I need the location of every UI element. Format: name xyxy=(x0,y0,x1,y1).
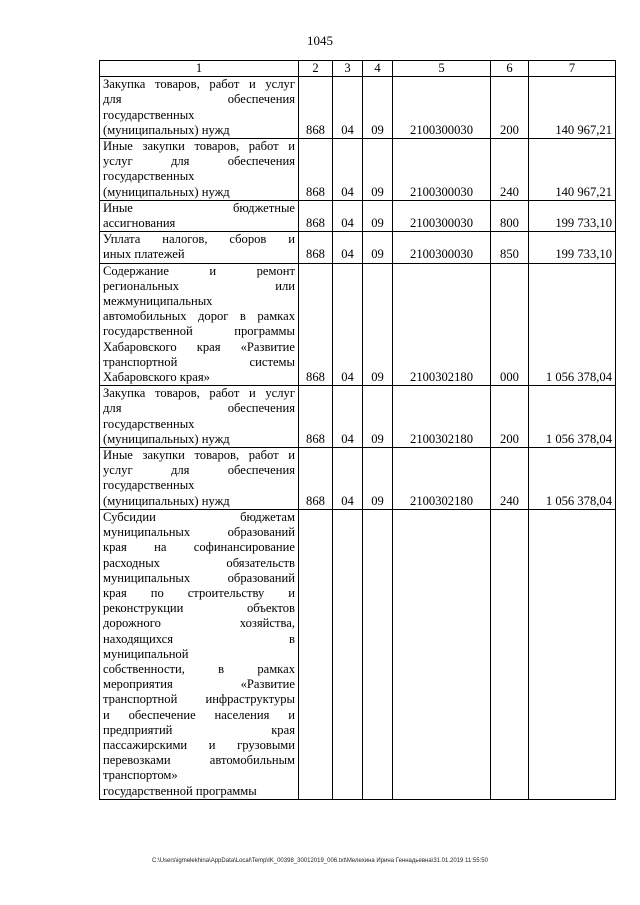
table-row xyxy=(100,263,616,386)
column-header: 7 xyxy=(529,61,616,77)
amount-cell xyxy=(529,509,616,799)
expense-name-line: государственной программы xyxy=(103,324,295,339)
ministry-code-cell: 868 xyxy=(299,232,333,263)
expense-name-cell xyxy=(100,263,299,386)
expense-name-line: государственных xyxy=(103,478,195,493)
expense-name-line: ассигнования xyxy=(103,216,176,231)
subsection-code-cell: 09 xyxy=(363,386,393,448)
subsection-code-cell: 09 xyxy=(363,263,393,386)
amount-cell: 199 733,10 xyxy=(529,232,616,263)
subsection-code-cell: 09 xyxy=(363,200,393,231)
expense-name-line: дорожного хозяйства, xyxy=(103,616,295,631)
table-row xyxy=(100,200,616,231)
amount-cell: 1 056 378,04 xyxy=(529,386,616,448)
expense-name-line: и обеспечение населения и xyxy=(103,707,295,722)
subsection-code-cell xyxy=(363,509,393,799)
expense-name-line: Хабаровского края «Развитие xyxy=(103,339,295,354)
expense-name-line: расходных обязательств xyxy=(103,555,295,570)
section-code-cell: 04 xyxy=(333,200,363,231)
ministry-code-cell: 868 xyxy=(299,200,333,231)
page-number: 1045 xyxy=(307,33,333,48)
expense-name-line: государственных xyxy=(103,107,195,122)
budget-table xyxy=(99,60,616,800)
expense-name-line: Хабаровского края» xyxy=(103,370,210,385)
amount-cell: 140 967,21 xyxy=(529,139,616,201)
expense-name-line: автомобильных дорог в рамках xyxy=(103,309,295,324)
expense-name-line: муниципальной xyxy=(103,646,189,661)
target-article-cell: 2100300030 xyxy=(393,139,491,201)
expense-type-cell: 200 xyxy=(491,77,529,139)
expense-name-line: муниципальных образований xyxy=(103,525,295,540)
expense-name-line: государственной программы xyxy=(103,783,257,798)
table-row xyxy=(100,448,616,510)
expense-name-cell xyxy=(100,139,299,201)
column-header: 6 xyxy=(491,61,529,77)
expense-name-line: для обеспечения xyxy=(103,92,295,107)
expense-name-line: муниципальных образований xyxy=(103,570,295,585)
ministry-code-cell: 868 xyxy=(299,448,333,510)
expense-name-cell xyxy=(100,232,299,263)
expense-name-line: находящихся в xyxy=(103,631,295,646)
subsection-code-cell: 09 xyxy=(363,232,393,263)
table-row xyxy=(100,386,616,448)
target-article-cell xyxy=(393,509,491,799)
expense-name-cell xyxy=(100,448,299,510)
expense-name-line: (муниципальных) нужд xyxy=(103,122,230,137)
column-header: 4 xyxy=(363,61,393,77)
target-article-cell: 2100302180 xyxy=(393,263,491,386)
expense-type-cell: 850 xyxy=(491,232,529,263)
ministry-code-cell: 868 xyxy=(299,139,333,201)
table-row xyxy=(100,77,616,139)
expense-name-line: региональных или xyxy=(103,278,295,293)
target-article-cell: 2100302180 xyxy=(393,386,491,448)
section-code-cell: 04 xyxy=(333,386,363,448)
expense-name-line: транспортной инфраструктуры xyxy=(103,692,295,707)
amount-cell: 1 056 378,04 xyxy=(529,263,616,386)
amount-cell: 199 733,10 xyxy=(529,200,616,231)
expense-name-line: Иные закупки товаров, работ и xyxy=(103,139,295,154)
column-number-row xyxy=(100,61,616,77)
expense-type-cell: 200 xyxy=(491,386,529,448)
expense-name-line: (муниципальных) нужд xyxy=(103,493,230,508)
expense-name-cell xyxy=(100,77,299,139)
expense-name-line: межмуниципальных xyxy=(103,294,213,309)
expense-name-line: края на софинансирование xyxy=(103,540,295,555)
column-header: 1 xyxy=(100,61,299,77)
expense-name-line: Уплата налогов, сборов и xyxy=(103,232,295,247)
expense-name-line: Закупка товаров, работ и услуг xyxy=(103,386,295,401)
section-code-cell: 04 xyxy=(333,448,363,510)
expense-name-line: для обеспечения xyxy=(103,401,295,416)
target-article-cell: 2100302180 xyxy=(393,448,491,510)
subsection-code-cell: 09 xyxy=(363,77,393,139)
expense-name-line: (муниципальных) нужд xyxy=(103,431,230,446)
ministry-code-cell: 868 xyxy=(299,77,333,139)
expense-name-cell xyxy=(100,509,299,799)
expense-name-line: Субсидии бюджетам xyxy=(103,509,295,524)
section-code-cell: 04 xyxy=(333,232,363,263)
expense-name-line: края по строительству и xyxy=(103,585,295,600)
expense-name-line: (муниципальных) нужд xyxy=(103,184,230,199)
amount-cell: 1 056 378,04 xyxy=(529,448,616,510)
expense-name-line: услуг для обеспечения xyxy=(103,463,295,478)
file-path-footer: C:\Users\igmelekhina\AppData\Local\Temp\IK_00398_30012019_006.txt\Мелехина Ирина Геннадьевна\31.01.2019 11:55:50 xyxy=(152,858,488,864)
expense-type-cell: 240 xyxy=(491,139,529,201)
expense-name-line: услуг для обеспечения xyxy=(103,154,295,169)
expense-name-cell xyxy=(100,386,299,448)
ministry-code-cell xyxy=(299,509,333,799)
table-row xyxy=(100,139,616,201)
section-code-cell xyxy=(333,509,363,799)
expense-type-cell xyxy=(491,509,529,799)
column-header: 2 xyxy=(299,61,333,77)
subsection-code-cell: 09 xyxy=(363,139,393,201)
expense-name-cell xyxy=(100,200,299,231)
expense-name-line: мероприятия «Развитие xyxy=(103,677,295,692)
expense-name-line: иных платежей xyxy=(103,247,185,262)
table-row xyxy=(100,509,616,799)
expense-type-cell: 800 xyxy=(491,200,529,231)
expense-name-line: государственных xyxy=(103,416,195,431)
subsection-code-cell: 09 xyxy=(363,448,393,510)
expense-name-line: предприятий края xyxy=(103,722,295,737)
expense-name-line: государственных xyxy=(103,169,195,184)
expense-type-cell: 000 xyxy=(491,263,529,386)
section-code-cell: 04 xyxy=(333,263,363,386)
expense-name-line: собственности, в рамках xyxy=(103,661,295,676)
target-article-cell: 2100300030 xyxy=(393,232,491,263)
expense-name-line: Содержание и ремонт xyxy=(103,263,295,278)
section-code-cell: 04 xyxy=(333,77,363,139)
target-article-cell: 2100300030 xyxy=(393,77,491,139)
expense-name-line: Закупка товаров, работ и услуг xyxy=(103,77,295,92)
amount-cell: 140 967,21 xyxy=(529,77,616,139)
expense-type-cell: 240 xyxy=(491,448,529,510)
expense-name-line: пассажирскими и грузовыми xyxy=(103,737,295,752)
column-header: 3 xyxy=(333,61,363,77)
expense-name-line: Иные бюджетные xyxy=(103,200,295,215)
section-code-cell: 04 xyxy=(333,139,363,201)
expense-name-line: реконструкции объектов xyxy=(103,601,295,616)
target-article-cell: 2100300030 xyxy=(393,200,491,231)
ministry-code-cell: 868 xyxy=(299,263,333,386)
expense-name-line: транспортом» xyxy=(103,768,178,783)
expense-name-line: транспортной системы xyxy=(103,354,295,369)
expense-name-line: Иные закупки товаров, работ и xyxy=(103,448,295,463)
column-header: 5 xyxy=(393,61,491,77)
expense-name-line: перевозками автомобильным xyxy=(103,753,295,768)
table-row xyxy=(100,232,616,263)
ministry-code-cell: 868 xyxy=(299,386,333,448)
